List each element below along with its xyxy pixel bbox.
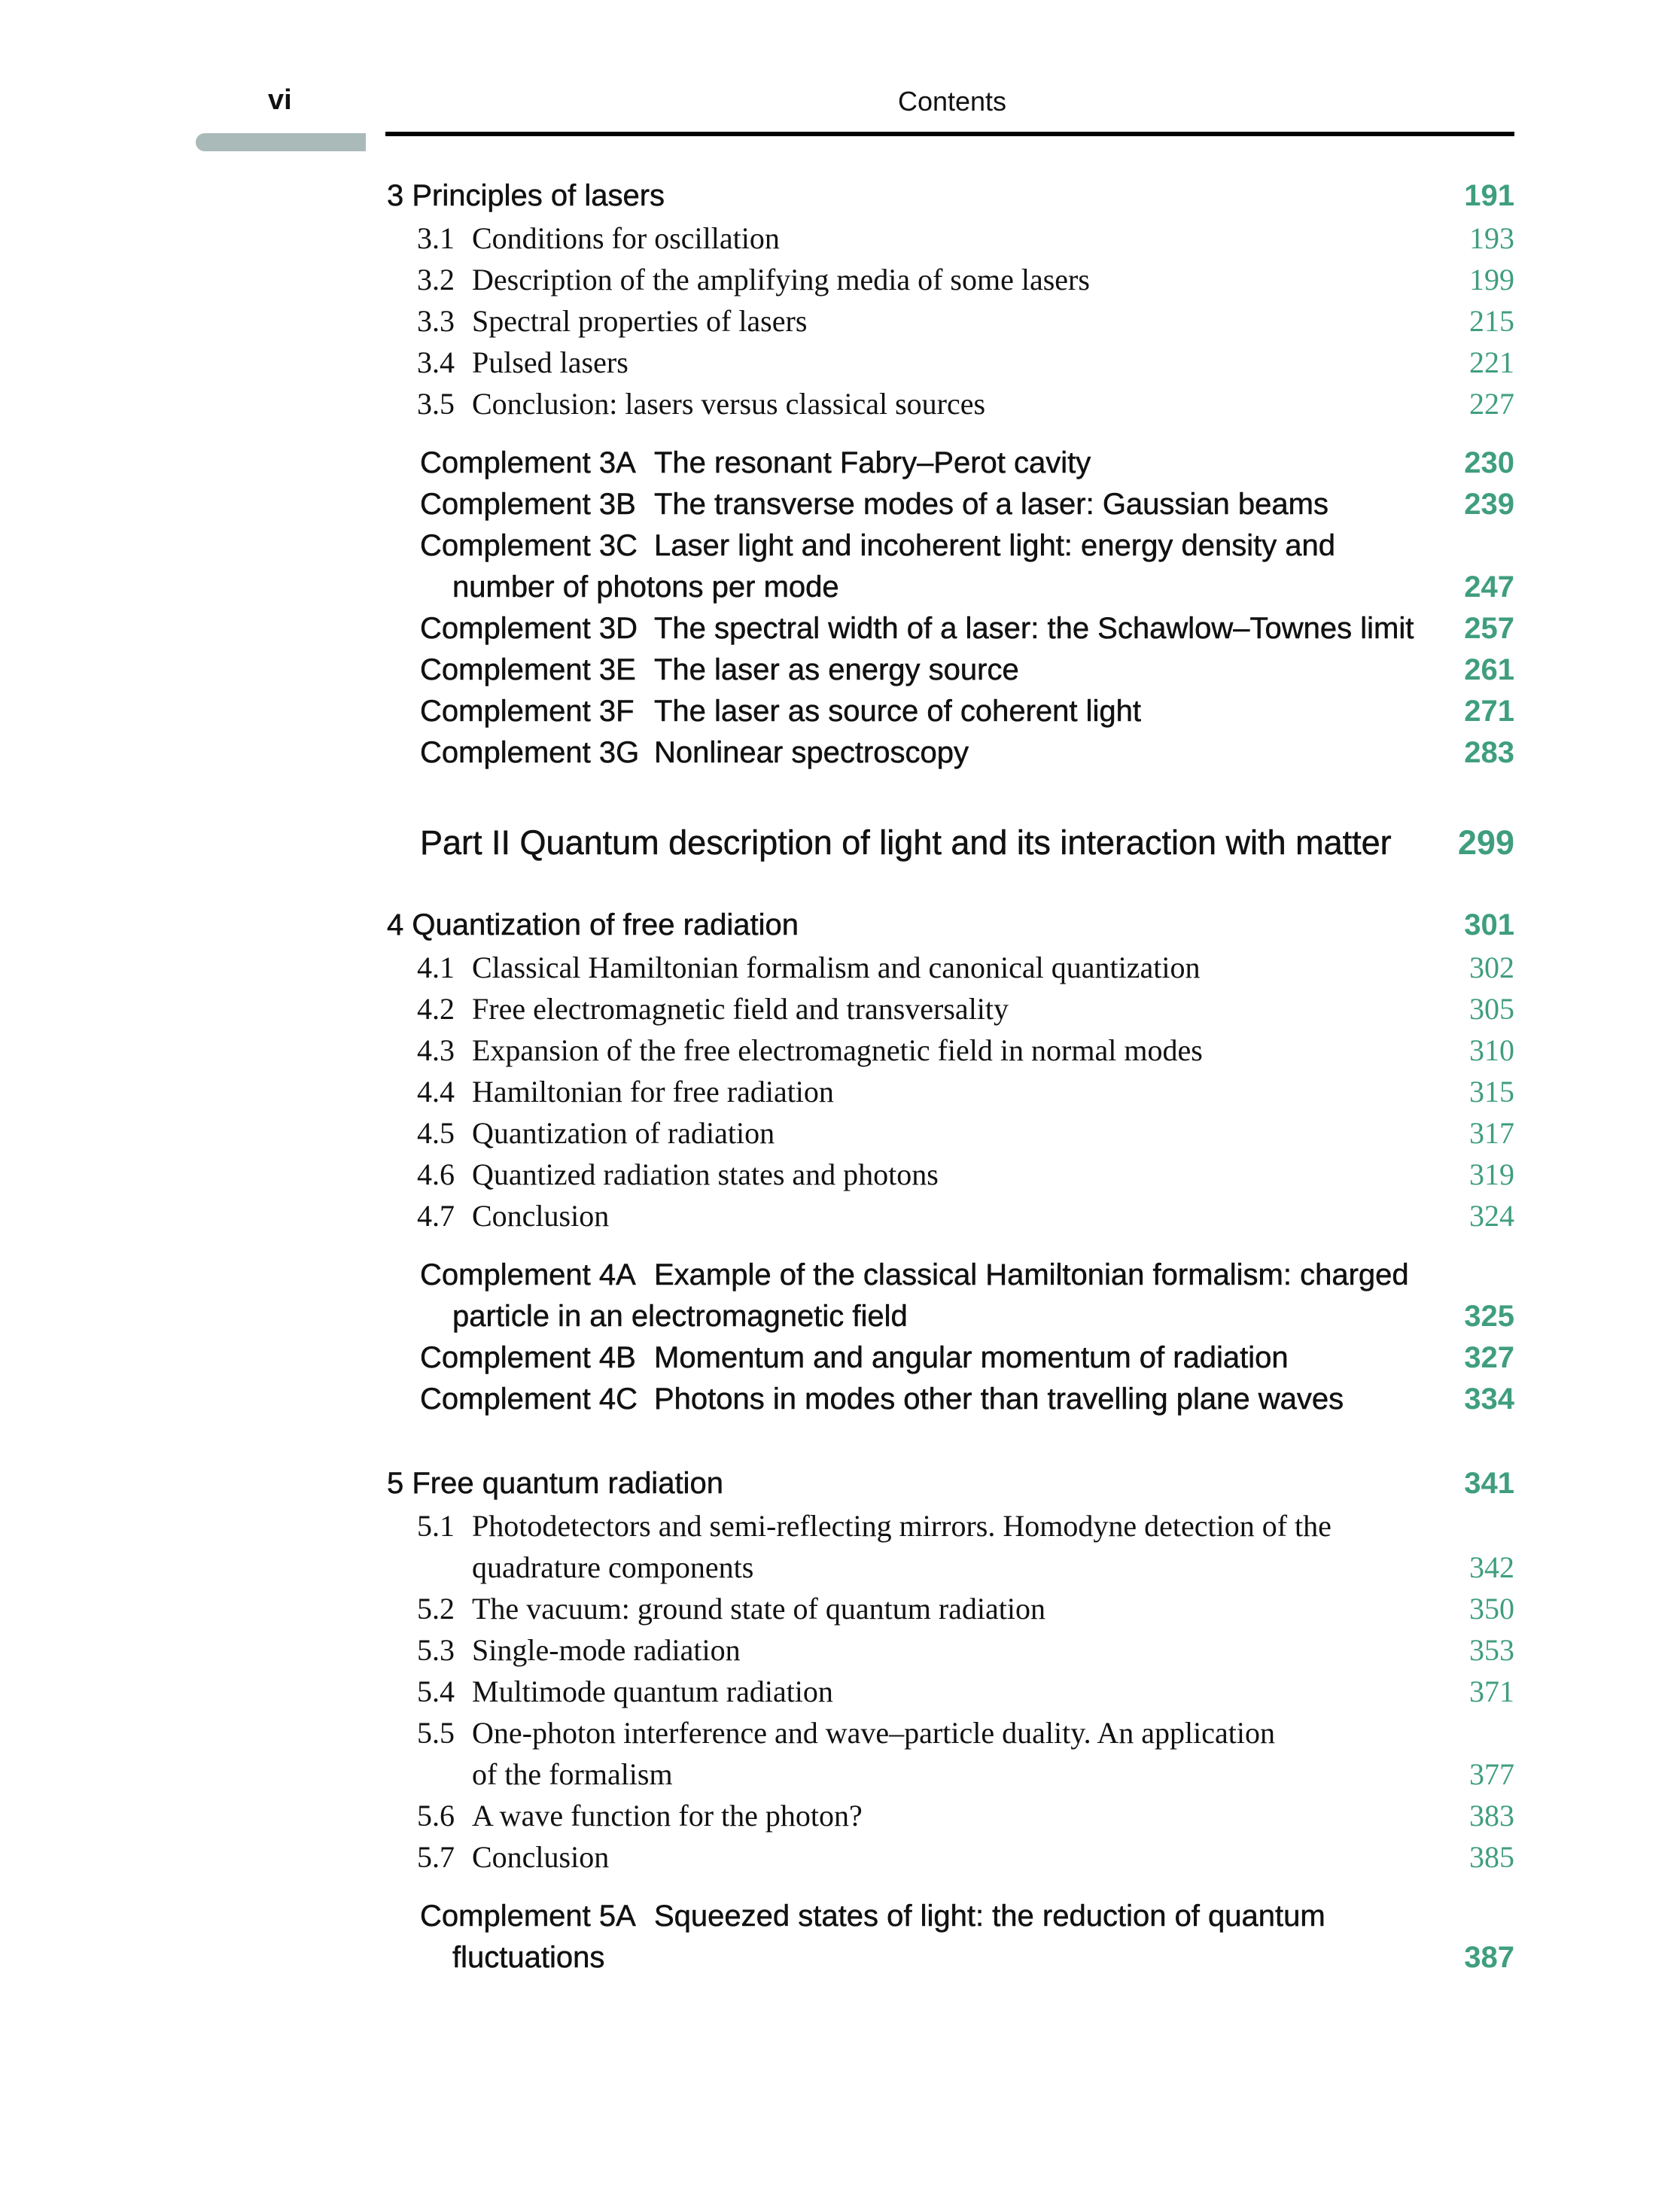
toc-entry-complement[interactable] xyxy=(385,446,1514,488)
page-number: 257 xyxy=(1464,612,1514,645)
toc-entry-section[interactable] xyxy=(385,1198,1514,1240)
page-number: 342 xyxy=(1469,1550,1514,1584)
page-number: 261 xyxy=(1464,653,1514,686)
page-number: 371 xyxy=(1469,1674,1514,1708)
toc-entry-section[interactable] xyxy=(385,1674,1514,1715)
toc-entry-section[interactable] xyxy=(385,1157,1514,1198)
complement-number: Complement 3F xyxy=(420,695,635,728)
header-rule xyxy=(385,132,1514,136)
complement-number: Complement 4A xyxy=(420,1258,636,1291)
page-number: 387 xyxy=(1464,1941,1514,1974)
section-title: Quantization of radiation xyxy=(472,1116,775,1150)
toc-entry-section[interactable] xyxy=(385,1115,1514,1157)
page-number: 310 xyxy=(1469,1033,1514,1067)
page-number: 350 xyxy=(1469,1592,1514,1626)
section-title: Spectral properties of lasers xyxy=(472,304,808,338)
section-number: 5.3 xyxy=(417,1633,455,1667)
section-number: 4.6 xyxy=(417,1157,455,1191)
section-number: 3.2 xyxy=(417,263,455,297)
section-number: 4.7 xyxy=(417,1199,455,1233)
section-number: 3.5 xyxy=(417,387,455,421)
page-number: 283 xyxy=(1464,736,1514,769)
complement-title: Momentum and angular momentum of radiation xyxy=(654,1341,1289,1374)
complement-title-continued: particle in an electromagnetic field xyxy=(452,1300,908,1333)
section-number: 4.2 xyxy=(417,992,455,1026)
toc-entry-section[interactable] xyxy=(385,1715,1514,1757)
toc-entry-chapter[interactable] xyxy=(385,1467,1514,1508)
toc-entry-complement[interactable] xyxy=(385,1341,1514,1382)
page-number: 221 xyxy=(1469,345,1514,379)
section-number: 5.2 xyxy=(417,1592,455,1626)
toc-entry-complement[interactable] xyxy=(385,695,1514,736)
part-title: Part II Quantum description of light and its interaction with matter xyxy=(420,823,1392,862)
section-title: Multimode quantum radiation xyxy=(472,1674,833,1708)
page-number: 247 xyxy=(1464,570,1514,604)
section-number: 5.6 xyxy=(417,1799,455,1833)
toc-entry-complement[interactable] xyxy=(385,1900,1514,1941)
section-number: 4.5 xyxy=(417,1116,455,1150)
toc-entry-section[interactable] xyxy=(385,1074,1514,1115)
section-title: Classical Hamiltonian formalism and canonical quantization xyxy=(472,951,1201,984)
complement-number: Complement 4B xyxy=(420,1341,636,1374)
page-number: 324 xyxy=(1469,1199,1514,1233)
page-number: 193 xyxy=(1469,221,1514,255)
section-title-continued: quadrature components xyxy=(472,1550,754,1584)
toc-entry-section[interactable] xyxy=(385,386,1514,427)
toc-entry-complement[interactable] xyxy=(385,653,1514,695)
toc-entry-section[interactable] xyxy=(385,991,1514,1033)
complement-title: The transverse modes of a laser: Gaussian beams xyxy=(654,488,1328,521)
page-number: 319 xyxy=(1469,1157,1514,1191)
page-number: 385 xyxy=(1469,1840,1514,1874)
complement-number: Complement 3G xyxy=(420,736,640,769)
toc-entry-complement[interactable] xyxy=(385,612,1514,653)
complement-title: The laser as source of coherent light xyxy=(654,695,1142,728)
toc-entry-part[interactable] xyxy=(385,820,1514,865)
complement-number: Complement 3B xyxy=(420,488,636,521)
section-title: Photodetectors and semi-reflecting mirrors. Homodyne detection of the xyxy=(472,1509,1332,1543)
toc-entry-section[interactable] xyxy=(385,1508,1514,1550)
section-number: 4.3 xyxy=(417,1033,455,1067)
running-title: Contents xyxy=(897,86,1007,117)
complement-title: Laser light and incoherent light: energy density and xyxy=(654,529,1336,562)
toc-entry-section[interactable] xyxy=(385,303,1514,345)
toc-entry-section[interactable] xyxy=(385,1839,1514,1881)
toc-entry-chapter[interactable] xyxy=(385,179,1514,221)
toc-entry-section[interactable] xyxy=(385,1798,1514,1839)
page-number: 302 xyxy=(1469,951,1514,984)
section-title: Single-mode radiation xyxy=(472,1633,741,1667)
chapter-title: Principles of lasers xyxy=(412,179,665,212)
section-title: Quantized radiation states and photons xyxy=(472,1157,939,1191)
toc-entry-section[interactable] xyxy=(385,1632,1514,1674)
page-number: 315 xyxy=(1469,1075,1514,1109)
page-number: 271 xyxy=(1464,695,1514,728)
page-number: 383 xyxy=(1469,1799,1514,1833)
section-number: 3.4 xyxy=(417,345,455,379)
page-number: 377 xyxy=(1469,1757,1514,1791)
toc-entry-chapter[interactable] xyxy=(385,908,1514,950)
toc-entry-section[interactable] xyxy=(385,950,1514,991)
page-number: 317 xyxy=(1469,1116,1514,1150)
complement-title: The spectral width of a laser: the Schawlow–Townes limit xyxy=(654,612,1414,645)
page-number: 227 xyxy=(1469,387,1514,421)
complement-number: Complement 3C xyxy=(420,529,638,562)
complement-title: Photons in modes other than travelling plane waves xyxy=(654,1382,1344,1416)
complement-number: Complement 3A xyxy=(420,446,636,479)
section-number: 5.1 xyxy=(417,1509,455,1543)
page-number: 301 xyxy=(1464,908,1514,941)
section-title: One-photon interference and wave–particle duality. An application xyxy=(472,1716,1275,1750)
section-title-continued: of the formalism xyxy=(472,1757,673,1791)
complement-number: Complement 3E xyxy=(420,653,636,686)
page-number: 334 xyxy=(1464,1382,1514,1416)
toc-entry-complement[interactable] xyxy=(385,488,1514,529)
toc-entry-continuation[interactable] xyxy=(385,1941,1514,1982)
section-number: 5.7 xyxy=(417,1840,455,1874)
complement-number: Complement 3D xyxy=(420,612,638,645)
toc-entry-section[interactable] xyxy=(385,345,1514,386)
section-title: Description of the amplifying media of some lasers xyxy=(472,263,1090,297)
chapter-number: 5 xyxy=(387,1467,412,1500)
section-number: 5.5 xyxy=(417,1716,455,1750)
section-title: A wave function for the photon? xyxy=(472,1799,863,1833)
chapter-title: Quantization of free radiation xyxy=(412,908,799,941)
section-title: Conclusion: lasers versus classical sources xyxy=(472,387,986,421)
section-number: 3.1 xyxy=(417,221,455,255)
toc-entry-continuation[interactable] xyxy=(385,1550,1514,1591)
section-title: Pulsed lasers xyxy=(472,345,628,379)
toc-entry-continuation[interactable] xyxy=(385,1300,1514,1341)
chapter-number: 3 xyxy=(387,179,412,212)
toc-entry-complement[interactable] xyxy=(385,529,1514,570)
page-number: 353 xyxy=(1469,1633,1514,1667)
complement-title: Squeezed states of light: the reduction of quantum xyxy=(654,1900,1325,1933)
chapter-number: 4 xyxy=(387,908,412,941)
page-number: 199 xyxy=(1469,263,1514,297)
complement-title: Example of the classical Hamiltonian formalism: charged xyxy=(654,1258,1409,1291)
section-number: 4.1 xyxy=(417,951,455,984)
toc-entry-continuation[interactable] xyxy=(385,1757,1514,1798)
complement-title-continued: number of photons per mode xyxy=(452,570,839,604)
toc-entry-section[interactable] xyxy=(385,1591,1514,1632)
section-number: 5.4 xyxy=(417,1674,455,1708)
complement-title: Nonlinear spectroscopy xyxy=(654,736,969,769)
chapter-title: Free quantum radiation xyxy=(412,1467,723,1500)
page-number: 325 xyxy=(1464,1300,1514,1333)
complement-title: The resonant Fabry–Perot cavity xyxy=(654,446,1091,479)
section-title: Conditions for oscillation xyxy=(472,221,780,255)
toc-entry-continuation[interactable] xyxy=(385,570,1514,612)
toc-entry-section[interactable] xyxy=(385,262,1514,303)
toc-entry-complement[interactable] xyxy=(385,1382,1514,1424)
page-number: 327 xyxy=(1464,1341,1514,1374)
section-title: Hamiltonian for free radiation xyxy=(472,1075,834,1109)
page-number: 215 xyxy=(1469,304,1514,338)
complement-number: Complement 5A xyxy=(420,1900,636,1933)
section-title: Free electromagnetic field and transversality xyxy=(472,992,1009,1026)
section-title: Expansion of the free electromagnetic field in normal modes xyxy=(472,1033,1203,1067)
section-title: Conclusion xyxy=(472,1840,610,1874)
table-of-contents xyxy=(385,179,1514,1982)
page-number: 191 xyxy=(1464,179,1514,212)
toc-entry-section[interactable] xyxy=(385,1033,1514,1074)
toc-entry-complement[interactable] xyxy=(385,1258,1514,1300)
section-number: 3.3 xyxy=(417,304,455,338)
page-number: 305 xyxy=(1469,992,1514,1026)
complement-number: Complement 4C xyxy=(420,1382,638,1416)
toc-entry-section[interactable] xyxy=(385,221,1514,262)
chapter-tab-marker xyxy=(196,133,366,151)
toc-entry-complement[interactable] xyxy=(385,736,1514,777)
page-number: 230 xyxy=(1464,446,1514,479)
complement-title-continued: fluctuations xyxy=(452,1941,605,1974)
section-number: 4.4 xyxy=(417,1075,455,1109)
section-title: The vacuum: ground state of quantum radiation xyxy=(472,1592,1046,1626)
page-folio: vi xyxy=(268,84,292,116)
page-number: 341 xyxy=(1464,1467,1514,1500)
complement-title: The laser as energy source xyxy=(654,653,1019,686)
section-title: Conclusion xyxy=(472,1199,610,1233)
page-number: 239 xyxy=(1464,488,1514,521)
page-number: 299 xyxy=(1457,823,1514,862)
